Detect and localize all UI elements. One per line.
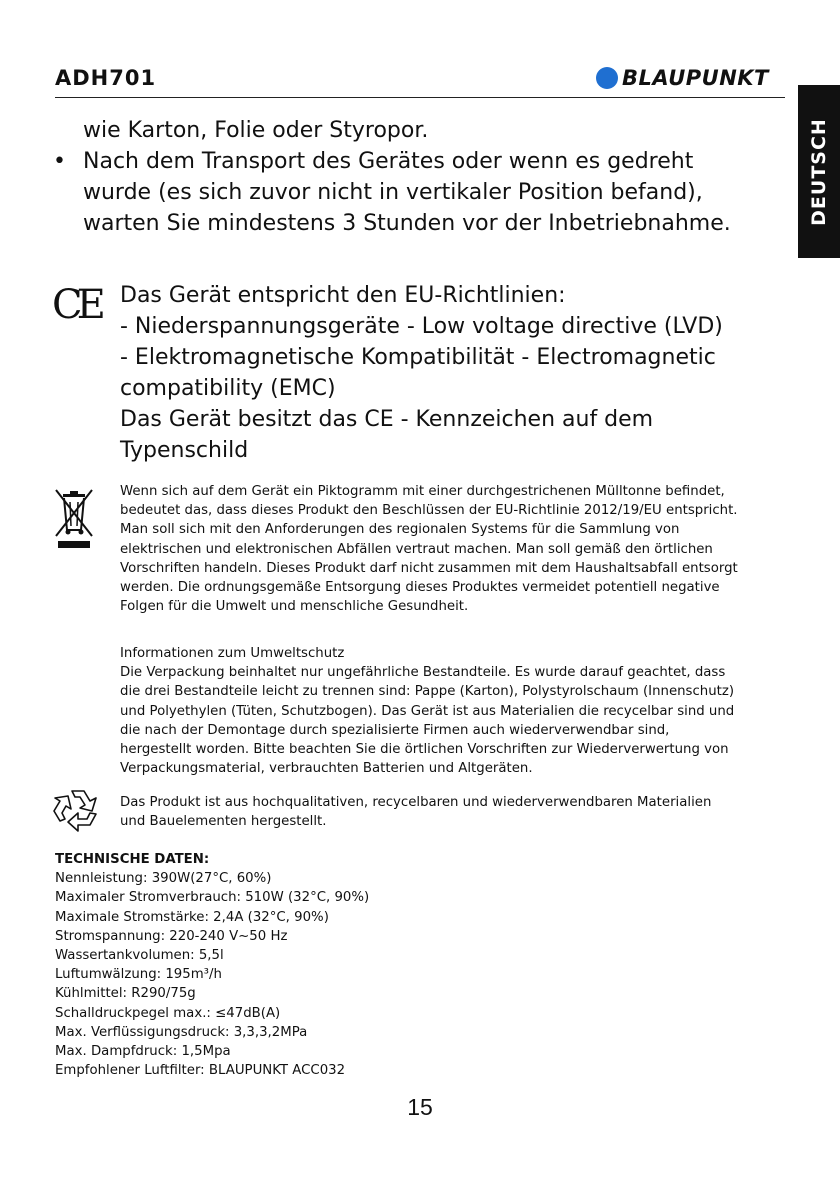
environment-line: Verpackungsmaterial, verbrauchten Batterien und Altgeräten.: [120, 761, 533, 777]
weee-line: elektrischen und elektronischen Abfällen vertraut machen. Man soll gemäß den örtlichen: [120, 541, 713, 557]
environment-paragraph: [120, 644, 790, 778]
technical-data-line: Kühlmittel: R290/75g: [55, 986, 196, 1002]
intro-line: Nach dem Transport des Gerätes oder wenn es gedreht: [83, 149, 694, 174]
weee-line: bedeutet das, dass dieses Produkt den Beschlüssen der EU-Richtlinie 2012/19/EU entspricht.: [120, 503, 738, 519]
intro-text: [83, 115, 783, 239]
brand-name: BLAUPUNKT: [622, 66, 769, 90]
environment-line: hergestellt worden. Bitte beachten Sie die örtlichen Vorschriften zur Wiederverwertung von: [120, 742, 729, 758]
technical-data-line: Schalldruckpegel max.: ≤47dB(A): [55, 1005, 281, 1021]
weee-line: Folgen für die Umwelt und menschliche Gesundheit.: [120, 599, 469, 615]
recycle-icon: [52, 785, 104, 837]
brand-logo: [596, 66, 769, 90]
ce-line: - Elektromagnetische Kompatibilität - Electromagnetic: [120, 345, 716, 370]
ce-line: Das Gerät besitzt das CE - Kennzeichen auf dem: [120, 407, 654, 432]
bullet-marker: •: [53, 149, 66, 174]
weee-paragraph: [120, 482, 790, 616]
technical-data-line: Stromspannung: 220-240 V~50 Hz: [55, 928, 288, 944]
intro-line: wie Karton, Folie oder Styropor.: [83, 118, 429, 143]
language-tab: [798, 85, 840, 258]
crossed-bin-icon: [52, 486, 96, 554]
header-divider: [55, 97, 785, 98]
model-number: ADH701: [55, 66, 157, 90]
technical-data-line: Max. Verflüssigungsdruck: 3,3,3,2MPa: [55, 1024, 308, 1040]
technical-data-line: Maximale Stromstärke: 2,4A (32°C, 90%): [55, 909, 329, 925]
ce-line: compatibility (EMC): [120, 376, 336, 401]
technical-data-line: Empfohlener Luftfilter: BLAUPUNKT ACC032: [55, 1063, 346, 1079]
ce-text: [120, 280, 770, 466]
weee-line: werden. Die ordnungsgemäße Entsorgung dieses Produktes vermeidet potentiell negative: [120, 580, 720, 596]
technical-data-line: Maximaler Stromverbrauch: 510W (32°C, 90%): [55, 890, 370, 906]
technical-data: [55, 850, 555, 1080]
intro-line: wurde (es sich zuvor nicht in vertikaler Position befand),: [83, 180, 703, 205]
environment-line: Informationen zum Umweltschutz: [120, 646, 345, 661]
technical-data-line: Nennleistung: 390W(27°C, 60%): [55, 871, 272, 887]
recycle-paragraph: [120, 793, 790, 831]
technical-data-line: Wassertankvolumen: 5,5l: [55, 948, 224, 964]
intro-line: warten Sie mindestens 3 Stunden vor der Inbetriebnahme.: [83, 211, 731, 236]
environment-line: und Polyethylen (Tüten, Schutzbogen). Das Gerät ist aus Materialien die recycelbar sind und: [120, 703, 735, 719]
environment-line: Die Verpackung beinhaltet nur ungefährliche Bestandteile. Es wurde darauf geachtet, dass: [120, 665, 726, 681]
weee-line: Man soll sich mit den Anforderungen des regionalen Systems für die Sammlung von: [120, 522, 680, 538]
ce-mark-icon: CE: [52, 282, 100, 328]
ce-line: - Niederspannungsgeräte - Low voltage directive (LVD): [120, 314, 723, 339]
recycle-line: und Bauelementen hergestellt.: [120, 814, 327, 830]
weee-line: Vorschriften handeln. Dieses Produkt darf nicht zusammen mit dem Haushaltsabfall entsorgt: [120, 560, 738, 576]
ce-line: Das Gerät entspricht den EU-Richtlinien:: [120, 283, 566, 308]
recycle-line: Das Produkt ist aus hochqualitativen, recycelbaren und wiederverwendbaren Materialien: [120, 795, 712, 810]
technical-data-title: TECHNISCHE DATEN:: [55, 852, 210, 867]
ce-line: Typenschild: [120, 438, 249, 463]
language-tab-label: DEUTSCH: [808, 117, 831, 226]
environment-line: die nach der Demontage durch spezialisierte Firmen auch wiederverwendbar sind,: [120, 722, 670, 738]
technical-data-line: Max. Dampfdruck: 1,5Mpa: [55, 1044, 231, 1060]
weee-line: Wenn sich auf dem Gerät ein Piktogramm mit einer durchgestrichenen Mülltonne befindet,: [120, 484, 725, 499]
environment-line: die drei Bestandteile leicht zu trennen sind: Pappe (Karton), Polystyrolschaum (Innenschutz): [120, 684, 735, 700]
page-number: 15: [407, 1094, 433, 1120]
technical-data-line: Luftumwälzung: 195m³/h: [55, 967, 222, 983]
brand-dot-icon: [596, 67, 618, 89]
